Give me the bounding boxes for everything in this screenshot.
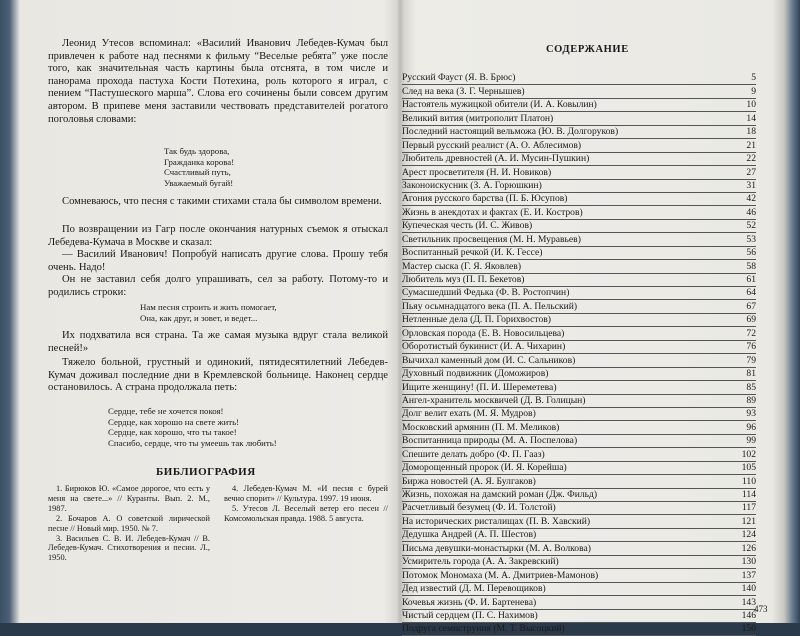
toc-entry-page: 61: [746, 274, 756, 285]
toc-entry-title: Орловская порода (Е. В. Новосильцева): [402, 328, 565, 339]
toc-entry-title: Расчетливый безумец (Ф. И. Толстой): [402, 503, 556, 514]
toc-entry-page: 105: [741, 462, 756, 474]
toc-entry-page: 18: [746, 126, 756, 138]
toc-entry: [402, 193, 756, 206]
toc-entry: [402, 556, 756, 569]
toc-entry: [402, 569, 756, 582]
toc-entry-title: Воспитанный речкой (И. К. Гессе): [402, 248, 543, 259]
toc-entry-title: Долг велит ехать (М. Я. Мудров): [402, 409, 536, 420]
toc-entry-title: Спешите делать добро (Ф. П. Гааз): [402, 449, 545, 460]
toc-entry: [402, 515, 756, 528]
bibliography-entry: 1. Бирюков Ю. «Самое дорогое, что есть у меня на свете...» // Куранты. Вып. 2. М., 1987.: [48, 484, 210, 513]
poem-line: Гражданка корова!: [164, 156, 235, 167]
toc-entry: [402, 139, 756, 152]
toc-entry-page: 110: [741, 475, 756, 487]
toc-entry: [402, 596, 756, 609]
toc-entry-title: Доморощенный пророк (И. Я. Корейша): [402, 463, 567, 474]
toc-entry-page: 31: [746, 179, 756, 191]
toc-entry-title: Любитель древностей (А. И. Мусин-Пушкин): [402, 154, 590, 165]
toc-entry-page: 56: [746, 247, 756, 259]
toc-entry-page: 137: [741, 569, 756, 581]
poem-line: Сердце, как хорошо, что ты такое!: [108, 427, 237, 437]
poem-line: Она, как друг, и зовет, и ведет...: [140, 312, 258, 323]
poem-line: Сердце, как хорошо на свете жить!: [108, 416, 240, 427]
toc-entry-title: Воспитанница природы (М. А. Поспелова): [402, 436, 578, 447]
toc-entry-title: Потомок Мономаха (М. А. Дмитриев-Мамонов): [402, 570, 599, 581]
toc-entry: [402, 180, 756, 193]
toc-entry-page: 114: [741, 489, 756, 500]
paragraph: Сомневаюсь, что песня с такими стихами стала бы символом времени.: [62, 196, 382, 207]
toc-entry: [402, 274, 756, 287]
toc-entry-title: Любитель муз (П. П. Бекетов): [402, 275, 525, 285]
toc-entry: [402, 341, 756, 354]
right-page: [396, 0, 786, 635]
toc-entry-title: Подруга семнструния (М. Т. Высоцкий): [402, 624, 565, 635]
toc-entry: [402, 99, 756, 112]
toc-entry-title: Нетленные дела (Д. П. Горихвостов): [402, 315, 551, 326]
paragraph: По возвращении из Гагр после окончания натурных съемок я отыскал Лебедева-Кумача в Москве и сказал:: [48, 224, 388, 248]
toc-entry-title: Дед известий (Д. М. Перевощиков): [402, 584, 546, 595]
toc-entry: [402, 126, 756, 139]
bibliography-entry: 2. Бочаров А. О советской лирической песне // Новый мир. 1950. № 7.: [48, 513, 210, 533]
toc-entry: [402, 542, 756, 555]
toc-entry-page: 130: [741, 556, 756, 568]
toc-entry-title: Московский армянин (П. М. Меликов): [402, 422, 560, 433]
toc-entry-page: 99: [746, 435, 756, 447]
toc-entry: [402, 502, 756, 515]
toc-entry-page: 14: [746, 112, 756, 124]
poem-line: Нам песня строить и жить помогает,: [140, 302, 277, 312]
toc-entry: [402, 448, 756, 461]
bibliography-entry: 5. Утесов Л. Веселый ветер его песен // Комсомольская правда. 1988. 5 августа.: [224, 503, 388, 523]
page-number: 473: [754, 604, 768, 614]
bibliography-column: [224, 484, 388, 524]
toc-entry-title: Агония русского барства (П. Б. Юсупов): [402, 194, 568, 205]
toc-entry-page: 117: [741, 502, 756, 514]
toc-entry-page: 143: [741, 596, 756, 608]
toc-entry-page: 64: [746, 287, 756, 299]
toc-entry-page: 140: [741, 583, 756, 595]
toc-entry: [402, 489, 756, 502]
table-of-contents: [402, 72, 756, 636]
toc-entry-title: Ищите женщину! (П. И. Шереметева): [402, 382, 557, 393]
toc-entry-page: 79: [746, 354, 756, 366]
toc-entry-page: 89: [746, 394, 756, 406]
toc-entry-page: 22: [746, 153, 756, 165]
toc-entry-page: 69: [746, 314, 756, 326]
toc-entry-page: 146: [741, 609, 756, 621]
toc-entry-page: 21: [746, 139, 756, 151]
toc-entry-page: 42: [746, 193, 756, 205]
toc-entry-title: Купеческая честь (И. С. Живов): [402, 221, 533, 232]
toc-entry-title: Вычихал каменный дом (И. С. Сальников): [402, 355, 576, 366]
toc-entry-title: Сумасшедший Федька (Ф. В. Ростопчин): [402, 288, 570, 299]
contents-title: СОДЕРЖАНИЕ: [546, 44, 629, 55]
toc-entry: [402, 421, 756, 434]
toc-entry-title: Пьяу осьмнадцатого века (П. А. Пельский): [402, 301, 578, 312]
toc-entry: [402, 72, 756, 85]
toc-entry-page: 67: [746, 300, 756, 312]
poem-line: Спасибо, сердце, что ты умеешь так любить!: [108, 437, 277, 448]
paragraph: Тяжело больной, грустный и одинокий, пятидесятилетний Лебедев-Кумач доживал последние дни в Кремлевской больнице. Наконец сердце остановилось. А страна продолжала петь:: [48, 357, 388, 394]
bibliography-entry: 4. Лебедев-Кумач М. «И песня с бурей вечно спорит» // Культура. 1997. 19 июня.: [224, 484, 388, 503]
toc-entry: [402, 206, 756, 219]
toc-entry-page: 58: [746, 260, 756, 272]
toc-entry: [402, 583, 756, 596]
toc-entry-page: 81: [746, 368, 756, 380]
toc-entry-title: Русский Фауст (Я. В. Брюс): [402, 73, 516, 84]
toc-entry-page: 93: [746, 408, 756, 420]
toc-entry: [402, 327, 756, 340]
toc-entry-title: Усмиритель города (А. А. Закревский): [402, 557, 559, 568]
toc-entry: [402, 529, 756, 542]
toc-entry: [402, 408, 756, 421]
toc-entry-title: Мастер сыска (Г. Я. Яковлев): [402, 261, 522, 272]
toc-entry: [402, 166, 756, 179]
toc-entry-title: Первый русский реалист (А. О. Аблесимов): [402, 140, 582, 151]
toc-entry-title: Письма девушки-монастырки (М. А. Волкова): [402, 543, 591, 554]
toc-entry-page: 9: [751, 85, 756, 97]
poem-line: Уважаемый бугай!: [164, 177, 234, 188]
toc-entry: [402, 153, 756, 166]
toc-entry-page: 124: [741, 529, 756, 541]
toc-entry-title: Биржа новостей (А. Я. Булгаков): [402, 476, 536, 487]
toc-entry-page: 52: [746, 220, 756, 232]
toc-entry: [402, 287, 756, 300]
toc-entry-page: 27: [746, 166, 756, 178]
toc-entry: [402, 247, 756, 260]
toc-entry-title: Настоятель мужицкой обители (И. А. Ковылин): [402, 100, 597, 111]
toc-entry: [402, 610, 756, 623]
toc-entry-title: След на века (З. Г. Чернышев): [402, 86, 525, 97]
bibliography-heading: БИБЛИОГРАФИЯ: [156, 466, 256, 478]
toc-entry-title: Ангел-хранитель москвичей (Д. В. Голицын): [402, 395, 586, 406]
toc-entry-page: 150: [741, 623, 756, 635]
toc-entry: [402, 314, 756, 327]
poem-line: Так будь здорова,: [164, 146, 230, 156]
bibliography-entry: 3. Васильев С. В. И. Лебедев-Кумач // В. Лебедев-Кумач. Стихотворения и песни. Л., 1950.: [48, 533, 210, 563]
toc-entry: [402, 435, 756, 448]
toc-entry-title: Оборотистый букинист (И. А. Чихарин): [402, 342, 566, 353]
toc-entry: [402, 462, 756, 475]
toc-entry: [402, 112, 756, 125]
toc-entry-page: 10: [746, 99, 756, 111]
toc-entry-page: 121: [741, 515, 756, 527]
toc-entry-title: Духовный подвижник (Доможиров): [402, 369, 549, 380]
toc-entry-page: 53: [746, 233, 756, 245]
toc-entry-page: 102: [741, 448, 756, 460]
left-page: [24, 0, 388, 623]
toc-entry-title: Жизнь в анекдотах и фактах (Е. И. Костров): [402, 207, 583, 218]
toc-entry-page: 85: [746, 381, 756, 393]
toc-entry: [402, 395, 756, 408]
bibliography-column: [48, 484, 210, 563]
toc-entry-page: 72: [746, 327, 756, 339]
toc-entry-page: 96: [746, 421, 756, 433]
toc-entry: [402, 381, 756, 394]
toc-entry: [402, 300, 756, 313]
paragraph: Он не заставил себя долго упрашивать, сел за работу. Потому-то и родились строки:: [48, 274, 388, 298]
toc-entry-page: 76: [746, 341, 756, 353]
toc-entry-title: Великий вития (митрополит Платон): [402, 113, 554, 124]
paragraph: — Василий Иванович! Попробуй написать другие слова. Прошу тебя очень. Надо!: [48, 249, 388, 273]
toc-entry-title: На исторических ристалищах (П. В. Хавский): [402, 516, 591, 527]
paragraph: Леонид Утесов вспоминал: «Василий Иванович Лебедев-Кумач был привлечен к работе над песнями к фильму “Веселые ребята” уже после того, как значительная часть картины была отснята, в том числе и панорама прохода пастуха Кости Потехина, роль которого я играл, с пением “Пастушеского марша”. Слова его сочинены были совсем другим автором. В припеве меня заставили чествовать представителей рогатого поголовья словами:: [48, 38, 388, 125]
toc-entry-page: 5: [751, 72, 756, 84]
poem-line: Сердце, тебе не хочется покоя!: [108, 406, 224, 416]
toc-entry: [402, 623, 756, 636]
toc-entry-title: Дедушка Андрей (А. П. Шестов): [402, 530, 537, 541]
toc-entry: [402, 260, 756, 273]
toc-entry: [402, 368, 756, 381]
toc-entry-title: Кочевья жизнь (Ф. И. Бартенева): [402, 597, 537, 608]
toc-entry-page: 46: [746, 206, 756, 218]
toc-entry-title: Арест просветителя (Н. И. Новиков): [402, 167, 552, 178]
toc-entry-title: Жизнь, похожая на дамский роман (Дж. Фильд): [402, 490, 598, 500]
poem-line: Счастливый путь,: [164, 167, 231, 177]
toc-entry-title: Последний настоящий вельможа (Ю. В. Долгоруков): [402, 127, 619, 138]
toc-entry-title: Чистый сердцем (П. С. Нахимов): [402, 610, 538, 621]
toc-entry: [402, 85, 756, 98]
paragraph: Их подхватила вся страна. Та же самая музыка вдруг стала великой песней!»: [48, 330, 388, 354]
toc-entry: [402, 220, 756, 233]
toc-entry: [402, 233, 756, 246]
toc-entry: [402, 354, 756, 367]
toc-entry-title: Светильник просвещения (М. Н. Муравьев): [402, 234, 581, 245]
poem-verse: [140, 302, 277, 323]
toc-entry: [402, 475, 756, 488]
toc-entry-title: Законоискусник (З. А. Горюшкин): [402, 180, 542, 191]
poem-verse: [164, 146, 234, 188]
poem-verse: [108, 406, 277, 448]
toc-entry-page: 126: [741, 542, 756, 554]
